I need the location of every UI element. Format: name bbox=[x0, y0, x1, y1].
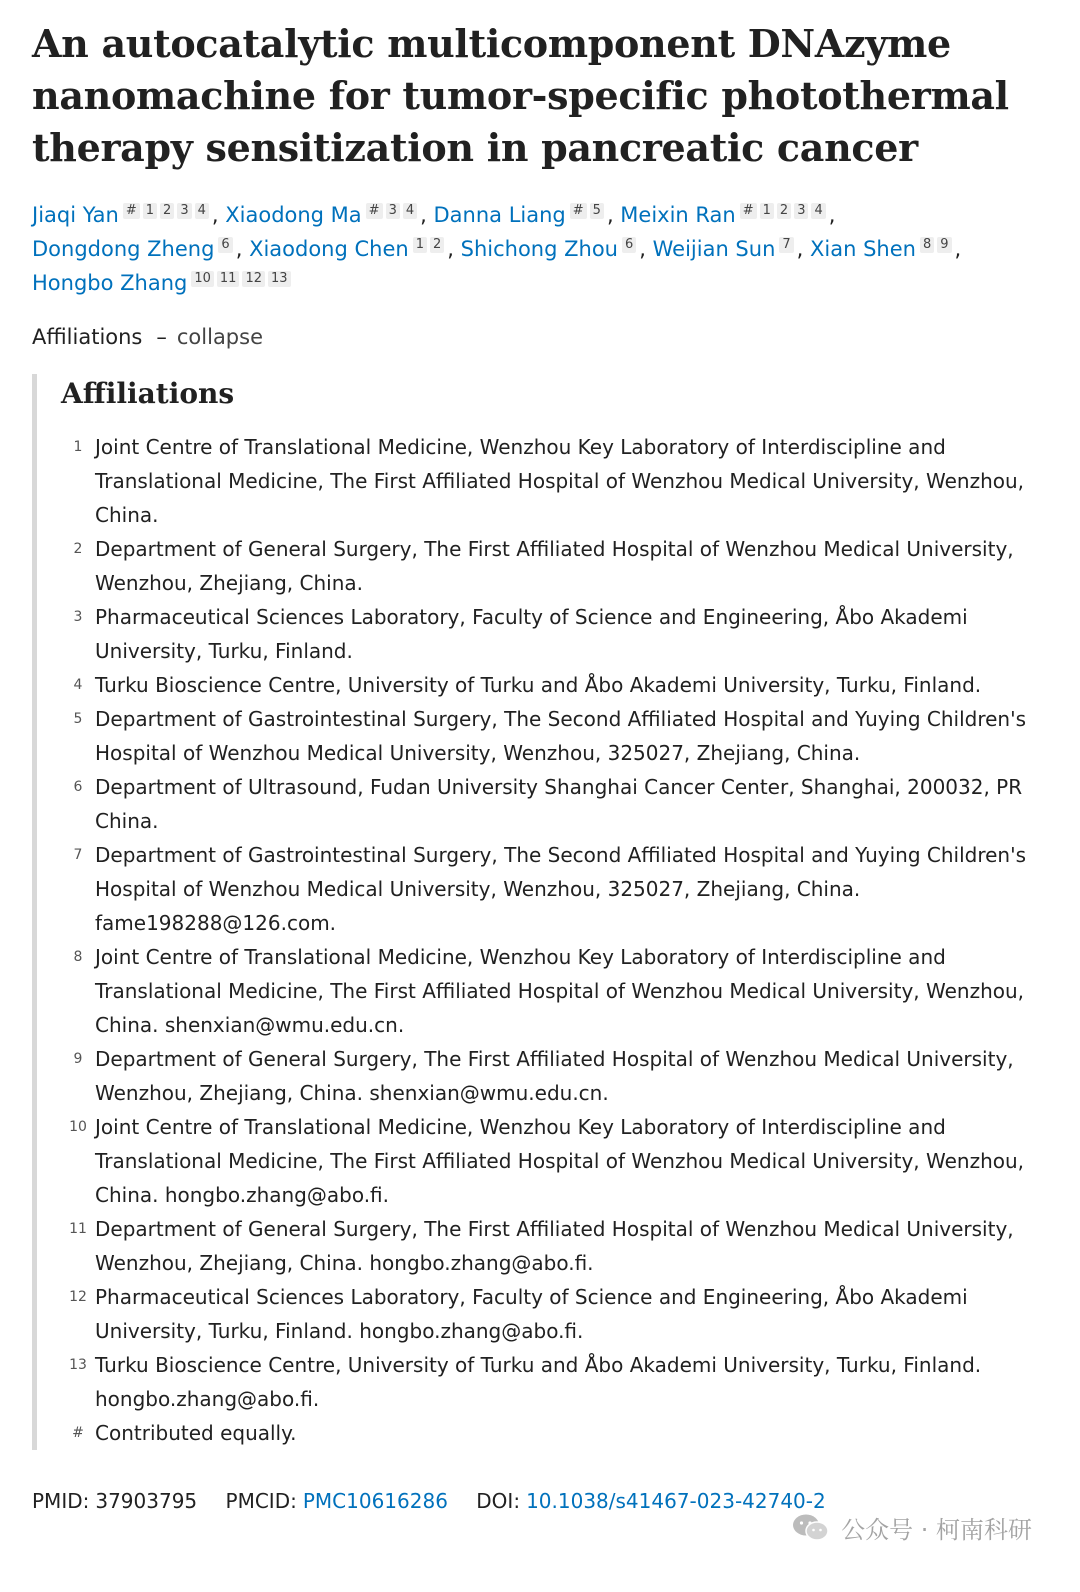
pmid-group bbox=[32, 1489, 204, 1513]
affiliation-number: 10 bbox=[69, 1119, 87, 1135]
affiliation-text: Pharmaceutical Sciences Laboratory, Faculty of Science and Engineering, Åbo Akademi University, Turku, Finland. hongbo.zhang@abo.fi. bbox=[95, 1285, 968, 1343]
affiliation-mark[interactable]: 3 bbox=[794, 203, 808, 219]
affiliations-heading: Affiliations bbox=[61, 377, 235, 410]
affiliation-number: 13 bbox=[69, 1357, 87, 1373]
author-name-link[interactable]: Xian Shen bbox=[810, 237, 916, 261]
pmcid-label: PMCID: bbox=[225, 1489, 297, 1513]
affiliation-number: 12 bbox=[69, 1289, 87, 1305]
author-name-link[interactable]: Jiaqi Yan bbox=[32, 203, 119, 227]
affiliation-text: Turku Bioscience Centre, University of Turku and Åbo Akademi University, Turku, Finland. bbox=[95, 673, 982, 697]
author-separator: , bbox=[828, 203, 836, 227]
collapse-button[interactable]: collapse bbox=[176, 325, 263, 349]
affiliation-item bbox=[61, 532, 1042, 600]
affiliation-item bbox=[61, 1280, 1042, 1348]
toggle-dash: – bbox=[156, 325, 167, 349]
author-name-link[interactable]: Dongdong Zheng bbox=[32, 237, 215, 261]
author-name-link[interactable]: Xiaodong Ma bbox=[225, 203, 362, 227]
author-item bbox=[32, 271, 294, 295]
author-affiliation-marks bbox=[413, 237, 448, 253]
affiliation-item bbox=[61, 1212, 1042, 1280]
watermark bbox=[791, 1510, 1032, 1545]
affiliation-number: 2 bbox=[73, 541, 83, 557]
author-item bbox=[810, 237, 961, 261]
author-name-link[interactable]: Meixin Ran bbox=[620, 203, 736, 227]
doi-label: DOI: bbox=[476, 1489, 521, 1513]
doi-group bbox=[476, 1489, 825, 1513]
affiliation-mark[interactable]: 2 bbox=[430, 237, 444, 253]
affiliation-number: 8 bbox=[73, 949, 83, 965]
affiliation-mark[interactable]: 10 bbox=[191, 271, 214, 287]
affiliation-text: Joint Centre of Translational Medicine, Wenzhou Key Laboratory of Interdiscipline and Translational Medicine, The First Affiliated Hospital of Wenzhou Medical University, Wenzhou, China. hongbo.zhang@abo.fi. bbox=[95, 1115, 1025, 1207]
affiliation-text: Department of Ultrasound, Fudan University Shanghai Cancer Center, Shanghai, 200032, PR China. bbox=[95, 775, 1023, 833]
author-item bbox=[461, 237, 653, 261]
author-affiliation-marks bbox=[191, 271, 293, 287]
author-name-link[interactable]: Hongbo Zhang bbox=[32, 271, 188, 295]
watermark-text: 公众号 · 柯南科研 bbox=[841, 1516, 1032, 1544]
affiliation-mark[interactable]: 6 bbox=[622, 237, 636, 253]
affiliation-item bbox=[61, 600, 1042, 668]
author-affiliation-marks bbox=[570, 203, 607, 219]
affiliation-text: Contributed equally. bbox=[95, 1421, 297, 1445]
affiliations-toggle-label: Affiliations bbox=[32, 325, 143, 349]
author-item bbox=[653, 237, 810, 261]
affiliation-number: 9 bbox=[73, 1051, 83, 1067]
affiliation-number: 7 bbox=[73, 847, 83, 863]
affiliation-text: Joint Centre of Translational Medicine, Wenzhou Key Laboratory of Interdiscipline and Translational Medicine, The First Affiliated Hospital of Wenzhou Medical University, Wenzhou, China. shenxian@wmu.edu.cn. bbox=[95, 945, 1025, 1037]
affiliation-mark[interactable]: 7 bbox=[779, 237, 793, 253]
article-title: An autocatalytic multicomponent DNAzyme nanomachine for tumor-specific photothermal therapy sensitization in pancreatic cancer bbox=[32, 21, 1009, 170]
affiliation-mark[interactable]: # bbox=[366, 203, 383, 219]
affiliation-number: 3 bbox=[73, 609, 83, 625]
affiliation-mark[interactable]: 12 bbox=[242, 271, 265, 287]
affiliations-list bbox=[61, 430, 1042, 1450]
affiliation-number: 1 bbox=[73, 439, 83, 455]
author-name-link[interactable]: Xiaodong Chen bbox=[249, 237, 409, 261]
article-header bbox=[32, 18, 1042, 1450]
author-item bbox=[434, 203, 621, 227]
affiliation-item bbox=[61, 1416, 1042, 1450]
affiliation-mark[interactable]: # bbox=[123, 203, 140, 219]
affiliation-mark[interactable]: 4 bbox=[403, 203, 417, 219]
affiliation-text: Turku Bioscience Centre, University of Turku and Åbo Akademi University, Turku, Finland. hongbo.zhang@abo.fi. bbox=[95, 1353, 982, 1411]
affiliation-item bbox=[61, 940, 1042, 1042]
pmcid-group bbox=[226, 1489, 455, 1513]
author-separator: , bbox=[954, 237, 962, 261]
author-affiliation-marks bbox=[366, 203, 420, 219]
affiliation-mark[interactable]: 3 bbox=[386, 203, 400, 219]
affiliation-mark[interactable]: 1 bbox=[143, 203, 157, 219]
author-separator: , bbox=[796, 237, 811, 261]
affiliation-mark[interactable]: 4 bbox=[195, 203, 209, 219]
author-affiliation-marks bbox=[218, 237, 235, 253]
author-separator: , bbox=[606, 203, 621, 227]
affiliations-panel bbox=[32, 374, 1042, 1450]
pmcid-link[interactable]: PMC10616286 bbox=[302, 1489, 448, 1513]
affiliation-mark[interactable]: 4 bbox=[811, 203, 825, 219]
author-separator: , bbox=[447, 237, 461, 261]
affiliation-item bbox=[61, 668, 1042, 702]
affiliation-mark[interactable]: 6 bbox=[218, 237, 232, 253]
author-item bbox=[32, 203, 225, 227]
affiliation-mark[interactable]: # bbox=[570, 203, 587, 219]
affiliation-item bbox=[61, 1110, 1042, 1212]
affiliation-mark[interactable]: 1 bbox=[413, 237, 427, 253]
affiliations-toggle bbox=[32, 322, 1042, 352]
affiliation-mark[interactable]: 1 bbox=[760, 203, 774, 219]
author-name-link[interactable]: Weijian Sun bbox=[652, 237, 776, 261]
author-name-link[interactable]: Shichong Zhou bbox=[460, 237, 618, 261]
affiliation-text: Department of Gastrointestinal Surgery, The Second Affiliated Hospital and Yuying Children's Hospital of Wenzhou Medical University, Wenzhou, 325027, Zhejiang, China. bbox=[95, 707, 1027, 765]
affiliation-mark[interactable]: 2 bbox=[160, 203, 174, 219]
affiliation-text: Department of General Surgery, The First Affiliated Hospital of Wenzhou Medical University, Wenzhou, Zhejiang, China. shenxian@wmu.edu.cn. bbox=[95, 1047, 1014, 1105]
affiliation-number: 6 bbox=[73, 779, 83, 795]
affiliation-text: Joint Centre of Translational Medicine, Wenzhou Key Laboratory of Interdiscipline and Translational Medicine, The First Affiliated Hospital of Wenzhou Medical University, Wenzhou, China. bbox=[95, 435, 1025, 527]
author-item bbox=[225, 203, 433, 227]
doi-link[interactable]: 10.1038/s41467-023-42740-2 bbox=[526, 1489, 826, 1513]
affiliation-item bbox=[61, 430, 1042, 532]
affiliation-mark[interactable]: 13 bbox=[268, 271, 291, 287]
affiliation-text: Pharmaceutical Sciences Laboratory, Faculty of Science and Engineering, Åbo Akademi University, Turku, Finland. bbox=[95, 605, 968, 663]
affiliation-mark[interactable]: 3 bbox=[177, 203, 191, 219]
affiliation-item bbox=[61, 702, 1042, 770]
affiliation-mark[interactable]: # bbox=[740, 203, 757, 219]
author-affiliation-marks bbox=[123, 203, 212, 219]
affiliation-mark[interactable]: 8 bbox=[920, 237, 934, 253]
pmid-value: 37903795 bbox=[95, 1489, 198, 1513]
affiliation-item bbox=[61, 1042, 1042, 1110]
author-list bbox=[32, 198, 1042, 300]
affiliation-text: Department of Gastrointestinal Surgery, The Second Affiliated Hospital and Yuying Children's Hospital of Wenzhou Medical University, Wenzhou, 325027, Zhejiang, China. fame198288@126.com. bbox=[95, 843, 1027, 935]
author-affiliation-marks bbox=[920, 237, 955, 253]
wechat-icon bbox=[791, 1512, 831, 1544]
affiliation-item bbox=[61, 838, 1042, 940]
affiliation-mark[interactable]: 9 bbox=[937, 237, 951, 253]
affiliation-item bbox=[61, 770, 1042, 838]
author-item bbox=[32, 237, 249, 261]
author-separator: , bbox=[211, 203, 226, 227]
affiliation-text: Department of General Surgery, The First Affiliated Hospital of Wenzhou Medical University, Wenzhou, Zhejiang, China. bbox=[95, 537, 1014, 595]
author-affiliation-marks bbox=[622, 237, 639, 253]
affiliation-mark[interactable]: 2 bbox=[777, 203, 791, 219]
article-identifiers bbox=[32, 1486, 848, 1516]
affiliation-number: 4 bbox=[73, 677, 83, 693]
affiliation-text: Department of General Surgery, The First Affiliated Hospital of Wenzhou Medical University, Wenzhou, Zhejiang, China. hongbo.zhang@abo.fi. bbox=[95, 1217, 1014, 1275]
author-separator: , bbox=[235, 237, 250, 261]
author-affiliation-marks bbox=[740, 203, 829, 219]
author-item bbox=[620, 203, 835, 227]
author-separator: , bbox=[420, 203, 434, 227]
affiliation-item bbox=[61, 1348, 1042, 1416]
author-affiliation-marks bbox=[779, 237, 796, 253]
affiliation-number: 11 bbox=[69, 1221, 87, 1237]
author-item bbox=[249, 237, 461, 261]
affiliation-number: 5 bbox=[73, 711, 83, 727]
affiliation-mark[interactable]: 11 bbox=[217, 271, 240, 287]
affiliation-mark[interactable]: 5 bbox=[590, 203, 604, 219]
author-name-link[interactable]: Danna Liang bbox=[433, 203, 566, 227]
affiliation-number: # bbox=[72, 1425, 84, 1441]
pmid-label: PMID: bbox=[32, 1489, 90, 1513]
author-separator: , bbox=[639, 237, 653, 261]
